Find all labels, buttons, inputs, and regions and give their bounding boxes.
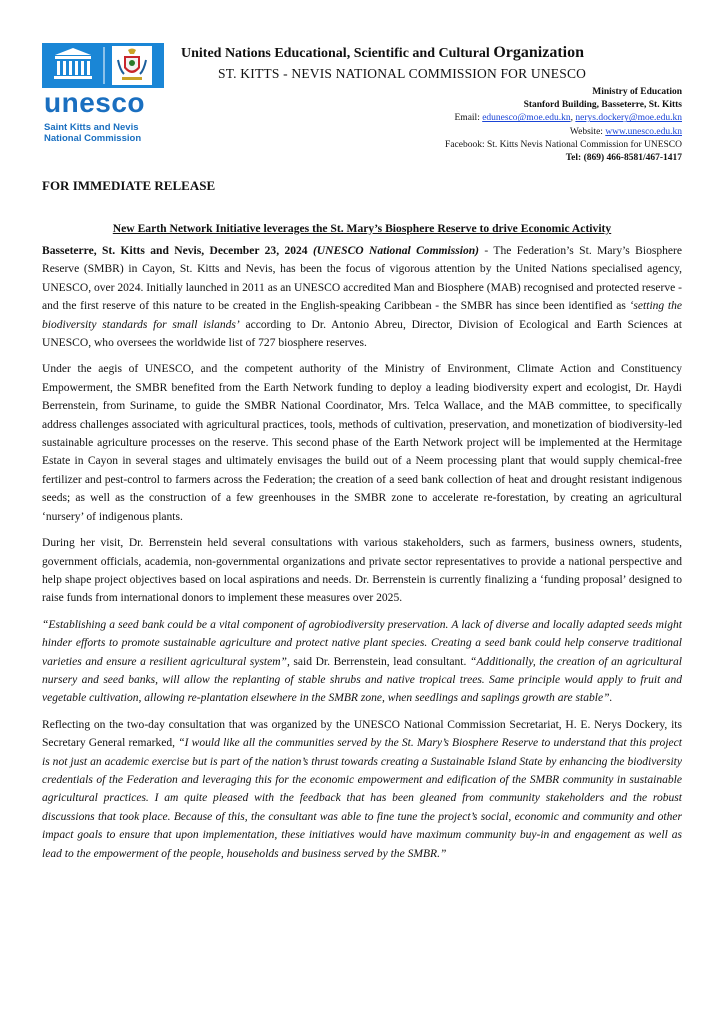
email-label: Email: bbox=[454, 113, 483, 124]
facebook-line: Facebook: St. Kitts Nevis National Commission for UNESCO bbox=[445, 139, 682, 150]
address: Stanford Building, Basseterre, St. Kitts bbox=[523, 100, 682, 111]
article-body bbox=[42, 242, 682, 871]
ministry-name: Ministry of Education bbox=[592, 87, 682, 97]
email-link-2[interactable]: nerys.dockery@moe.edu.kn bbox=[575, 113, 682, 124]
logo-subtitle bbox=[44, 122, 141, 144]
release-label: FOR IMMEDIATE RELEASE bbox=[42, 178, 216, 193]
website-link[interactable]: www.unesco.edu.kn bbox=[605, 126, 682, 137]
p5-text: Reflecting on the two-day consultation that was organized by the UNESCO National Commission Secretariat, H. E. Nerys Dockery, its Secretary General remarked, bbox=[42, 718, 682, 750]
title-part1: United Nations Educational, Scientific and Cultural bbox=[181, 46, 494, 61]
p5-quote: “I would like all the communities served by the St. Mary’s Biosphere Reserve to understand that this project is not just an academic exercise but is part of the nation’s thrust towards creating a Sustainable Island State by enhancing the biodiversity credentials of the Federation and leveraging this for the economic empowerment and edification of the SMBR community in sustainable agricultural practices. I am quite pleased with the feedback that has been gleaned from community stakeholders and the robust discussions that took place. Because of this, the consultant was able to fine tune the project’s social, economic and community and other impact goals to ensure that upon implementation, these initiatives would have maximum community buy-in and engagement as well as lead to the empowerment of the people, households and business served by the SMBR.” bbox=[42, 737, 682, 860]
p4-quote1: “Establishing a seed bank could be a vital component of agrobiodiversity preservation. A lack of diverse and locally adapted seeds might hinder efforts to promote sustainable agriculture and protect native plant species. Creating a seed bank could help conserve traditional varieties and ensure a resilient agricultural system”, bbox=[42, 618, 682, 668]
p1-text-a: - The Federation’s St. Mary’s Biosphere Reserve (SMBR) in Cayon, St. Kitts and Nevis, has been the focus of vigorous attention by the United Nations specialised agency, UNESCO, over 2024. Initially launched in 2011 as an UNESCO accredited Man and Biosphere (MAB) recognised and protected reserve - and the first reserve of this nature to be created in the English-speaking Caribbean - the SMBR has since been identified as bbox=[42, 245, 682, 313]
logo-emblem-box bbox=[42, 43, 164, 88]
contact-block bbox=[445, 86, 682, 165]
headline: New Earth Network Initiative leverages the St. Mary’s Biosphere Reserve to drive Economic Activity bbox=[112, 222, 612, 235]
website-line bbox=[445, 126, 682, 139]
logo-subtitle-line1: Saint Kitts and Nevis bbox=[44, 122, 139, 133]
paragraph-2: Under the aegis of UNESCO, and the competent authority of the Ministry of Environment, Climate Action and Constituency Empowerment, the SMBR benefited from the Earth Network funding to deploy a leading biodiversity expert and ecologist, Dr. Haydi Berrenstein, from Suriname, to guide the SMBR National Coordinator, Mrs. Telca Wallace, and the MAB committee, to specifically address challenges associated with agricultural practices, tools, methods of cultivation, preservation, and monetization of biodiversity-led sustainable agriculture processes on the reserve. This second phase of the Earth Network project will be implemented at the Hermitage Estate in Cayon in several stages and ultimately envisages the build out of a Neem processing plant that would supply chemical-free fertilizer and pest-control to farmers across the Federation; the creation of a seed bank collection of heat and drought resistant indigenous seeds; as well as the construction of a few greenhouses in the SMBR zone to accelerate re-forestation, by creating an agricultural ‘nursery’ of indigenous plants. bbox=[42, 363, 682, 523]
p1-text-b: according to Dr. Antonio Abreu, Director, Division of Ecological and Earth Sciences at UNESCO, who oversees the worldwide list of 727 biosphere reserves. bbox=[42, 318, 682, 350]
p4-mid: said Dr. Berrenstein, lead consultant. bbox=[289, 655, 470, 668]
p1-quote: ‘setting the biodiversity standards for small islands’ bbox=[42, 300, 682, 331]
email-link-1[interactable]: edunesco@moe.edu.kn bbox=[482, 113, 571, 124]
organization-title bbox=[181, 44, 584, 62]
email-line bbox=[445, 112, 682, 125]
email-separator: , bbox=[570, 113, 576, 124]
website-label: Website: bbox=[569, 126, 606, 137]
dateline: Basseterre, St. Kitts and Nevis, December 23, 2024 bbox=[42, 245, 308, 257]
title-part2: Organization bbox=[493, 44, 584, 61]
source-tag: (UNESCO National Commission) bbox=[312, 245, 479, 257]
paragraph-5 bbox=[42, 716, 682, 863]
paragraph-1 bbox=[42, 242, 682, 352]
telephone-line: Tel: (869) 466-8581/467-1417 bbox=[565, 153, 682, 164]
coat-of-arms-icon bbox=[112, 46, 152, 85]
paragraph-4 bbox=[42, 616, 682, 708]
logo-wordmark: unesco bbox=[44, 87, 146, 118]
paragraph-3: During her visit, Dr. Berrenstein held several consultations with various stakeholders, such as farmers, business owners, students, government officials, academia, non-governmental organizations and private sector representatives to provide a national perspective and help shape project objectives based on local aspirations and needs. Dr. Berrenstein is currently finalizing a ‘funding proposal’ designed to raise funds from international donors to implement these measures over 2025. bbox=[42, 537, 682, 605]
commission-subtitle: ST. KITTS - NEVIS NATIONAL COMMISSION FOR UNESCO bbox=[218, 66, 587, 81]
unesco-logo bbox=[42, 43, 164, 147]
logo-subtitle-line2: National Commission bbox=[44, 133, 142, 144]
p4-quote2: “Additionally, the creation of an agricultural nursery and seed banks, will allow the replanting of stable shrubs and native tropical trees. Same principle would apply to fruit and vegetable cultivation, allowing re-plantation elsewhere in the SMBR zone, when seedlings and saplings growth are stable”. bbox=[42, 655, 682, 705]
